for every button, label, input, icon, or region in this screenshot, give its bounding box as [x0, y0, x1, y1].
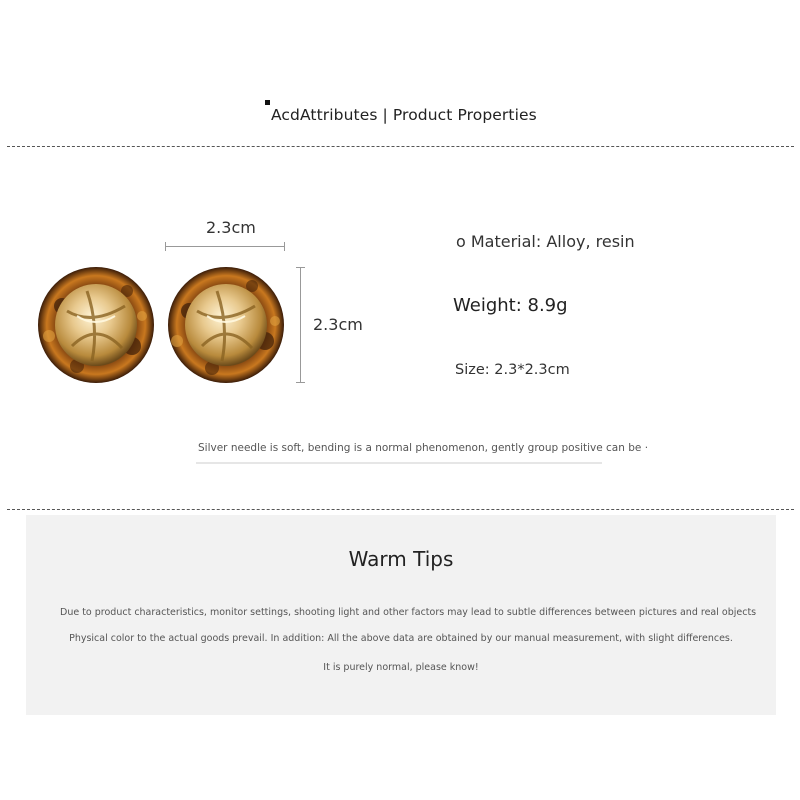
section-title: AcdAttributes | Product Properties [271, 106, 537, 124]
dimension-height-cap-bottom [296, 382, 305, 383]
dimension-width-cap-left [165, 242, 166, 251]
note-underline [196, 462, 602, 464]
dimension-height-label: 2.3cm [313, 315, 363, 334]
warm-tips-line: It is purely normal, please know! [323, 662, 479, 673]
material-property: o Material: Alloy, resin [456, 232, 635, 251]
earring-image-right [167, 266, 285, 384]
dimension-height-line [300, 267, 301, 382]
dimension-width-line [165, 246, 285, 247]
earring-image-left [37, 266, 155, 384]
warm-tips-panel [26, 515, 776, 715]
dashed-divider [7, 146, 794, 147]
dimension-width-label: 2.3cm [206, 218, 256, 237]
size-property: Size: 2.3*2.3cm [455, 362, 570, 378]
warm-tips-title: Warm Tips [348, 547, 454, 571]
dimension-height-cap-top [296, 267, 305, 268]
warm-tips-line: Due to product characteristics, monitor settings, shooting light and other factors may lead to subtle differences between pictures and real objects [60, 607, 757, 618]
dashed-divider [7, 509, 794, 510]
dimension-width-cap-right [284, 242, 285, 251]
needle-note: Silver needle is soft, bending is a normal phenomenon, gently group positive can be · [198, 442, 649, 454]
warm-tips-line: Physical color to the actual goods prevail. In addition: All the above data are obtained by our manual measurement, with slight differences. [69, 633, 733, 644]
weight-property: Weight: 8.9g [453, 295, 568, 316]
corner-mark-icon [265, 100, 270, 105]
